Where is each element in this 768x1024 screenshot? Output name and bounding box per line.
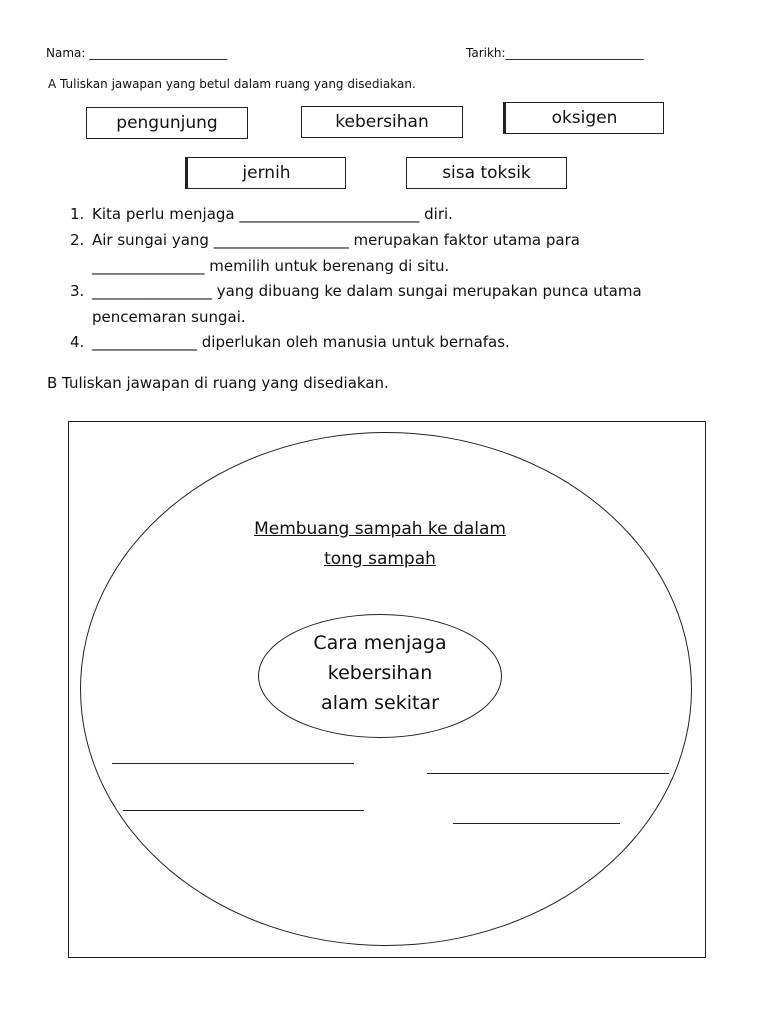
answer-line[interactable]: [453, 823, 620, 824]
question-3-continuation: pencemaran sungai.: [92, 308, 246, 326]
center-topic-line: alam sekitar: [321, 692, 439, 714]
answer-line[interactable]: [427, 773, 669, 774]
question-text: ______________ diperlukan oleh manusia untuk bernafas.: [92, 333, 510, 351]
word-box-kebersihan: kebersihan: [301, 106, 463, 138]
question-number: 1.: [70, 205, 85, 223]
word-box-oksigen: oksigen: [503, 102, 664, 134]
question-2: [70, 231, 580, 249]
example-answer: [200, 514, 560, 574]
question-text: Air sungai yang __________________ merupakan faktor utama para: [92, 231, 580, 249]
question-2-continuation: _______________ memilih untuk berenang di situ.: [92, 257, 450, 275]
word-box-sisa-toksik: sisa toksik: [406, 157, 567, 189]
question-3: [70, 282, 642, 300]
question-text: Kita perlu menjaga ________________________ diri.: [92, 205, 453, 223]
question-text: ________________ yang dibuang ke dalam sungai merupakan punca utama: [92, 282, 642, 300]
word-box-jernih: jernih: [185, 157, 346, 189]
date-field-label: Tarikh:_______________________: [466, 46, 644, 60]
question-4: [70, 333, 510, 351]
question-1: [70, 205, 453, 223]
name-field-label: Nama: _______________________: [46, 46, 228, 60]
section-b-instruction: B Tuliskan jawapan di ruang yang disediakan.: [47, 374, 389, 392]
question-number: 2.: [70, 231, 85, 249]
center-topic-line: Cara menjaga: [313, 632, 447, 654]
center-topic: [258, 628, 502, 718]
word-box-pengunjung: pengunjung: [86, 107, 248, 139]
answer-line[interactable]: [123, 810, 364, 811]
example-answer-line: Membuang sampah ke dalam: [254, 519, 506, 539]
question-number: 3.: [70, 282, 85, 300]
question-number: 4.: [70, 333, 85, 351]
answer-line[interactable]: [112, 763, 354, 764]
center-topic-line: kebersihan: [327, 662, 433, 684]
section-a-instruction: A Tuliskan jawapan yang betul dalam ruang yang disediakan.: [48, 77, 416, 91]
example-answer-line: tong sampah: [324, 549, 436, 569]
